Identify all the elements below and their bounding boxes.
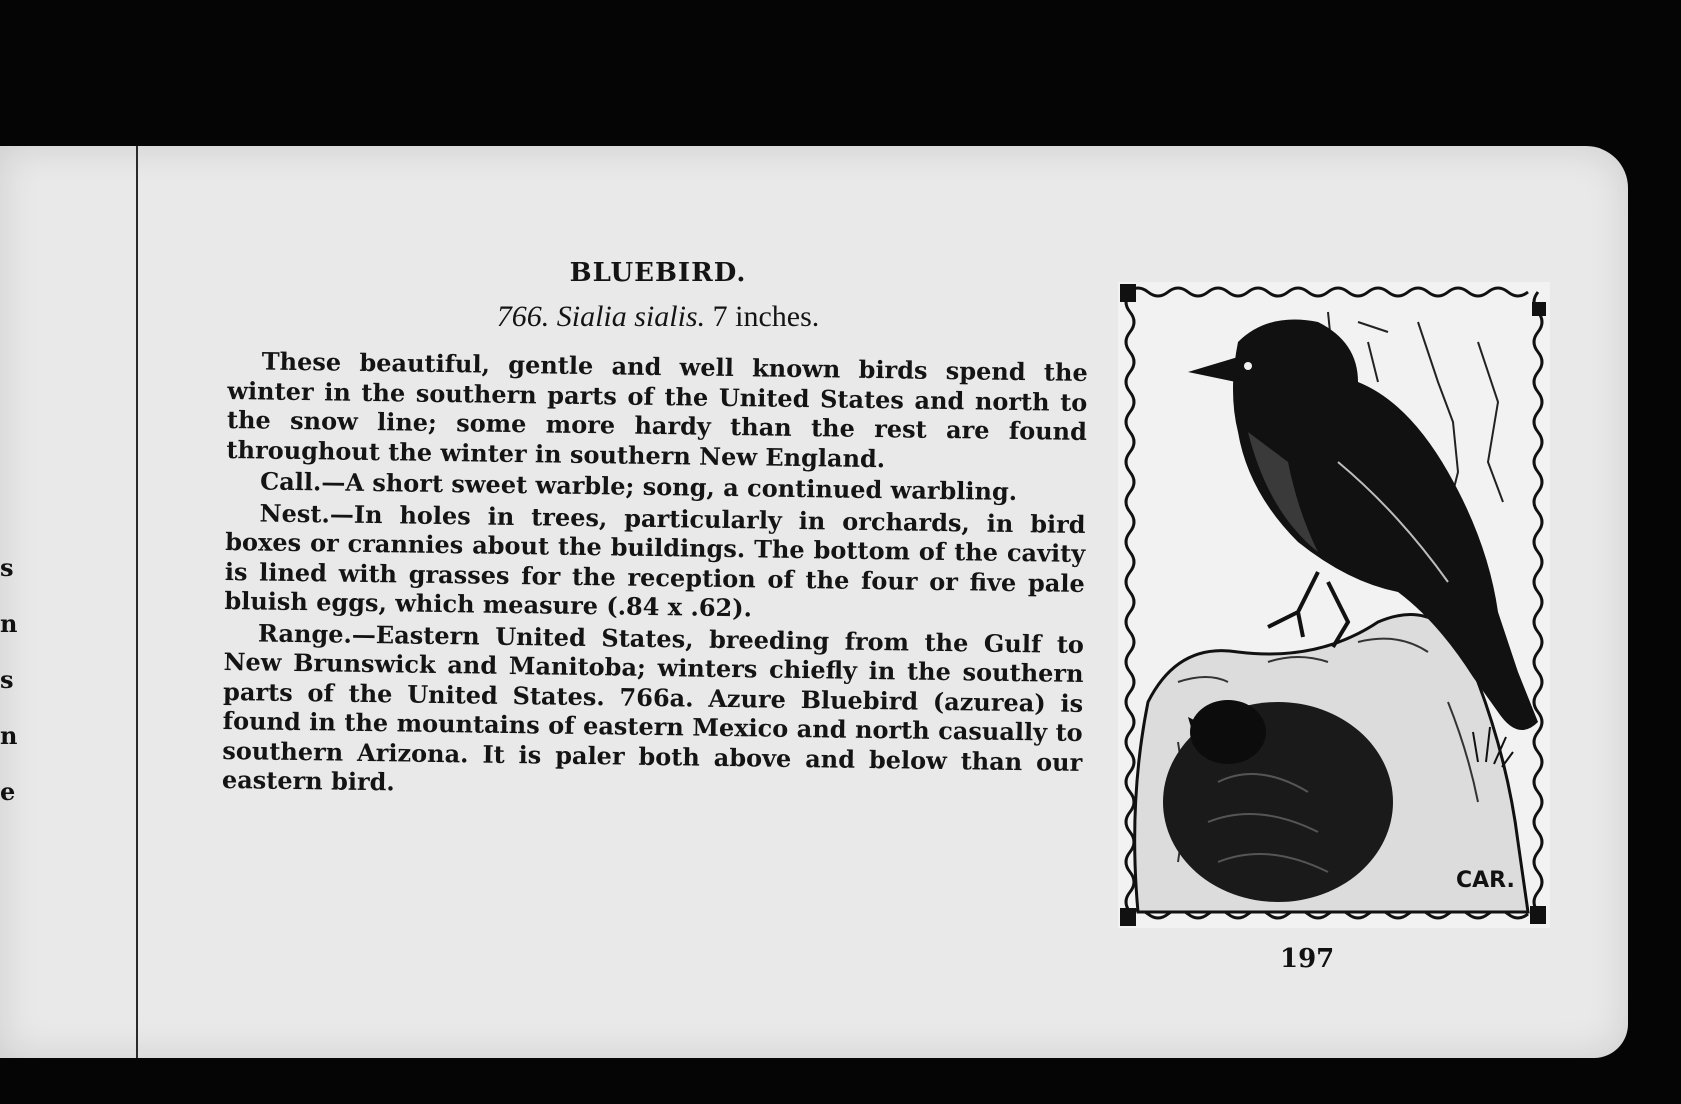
range-label: Range. [257, 617, 353, 649]
entry-body [222, 346, 1088, 806]
call-label: Call. [259, 466, 322, 497]
species-entry [221, 258, 1088, 797]
left-fragment: e [0, 777, 16, 806]
page-gutter [136, 146, 138, 1058]
range-paragraph [222, 617, 1084, 806]
nestling-head [1190, 700, 1266, 764]
bluebird-eye [1244, 362, 1252, 370]
bird-size: 7 inches. [712, 300, 820, 333]
frame-corner [1532, 302, 1546, 316]
left-fragment: s [0, 665, 14, 694]
bluebird-illustration [1118, 282, 1550, 928]
frame-corner [1530, 906, 1546, 924]
left-fragment: s [0, 553, 14, 582]
artist-signature: CAR. [1456, 868, 1515, 893]
left-fragment: n [0, 721, 18, 750]
entry-subtitle [228, 300, 1088, 334]
range-text: —Eastern United States, breeding from the Gulf to New Brunswick and Manitoba; winters chiefly in the southern parts of the United States. 766a. Azure Bluebird (azurea) is found in the mountains of eastern Mexico and north casually to southern Arizona. It is paler both above and below than our eastern bird. [221, 619, 1085, 797]
nest-text: —In holes in trees, particularly in orchards, in bird boxes or crannies about the buildings. The bottom of the cavity is lined with grasses for the reception of the four or five pale bluish eggs, which measure (.84 x .62). [224, 498, 1086, 623]
scientific-name: Sialia sialis. [556, 300, 706, 333]
left-page-fragments [0, 540, 24, 820]
left-fragment: n [0, 609, 18, 638]
nest-paragraph [224, 497, 1086, 627]
page-number: 197 [1280, 944, 1335, 974]
nest-label: Nest. [259, 497, 331, 528]
frame-corner [1120, 284, 1136, 302]
call-text: —A short sweet warble; song, a continued warbling. [321, 467, 1018, 507]
frame-corner [1120, 908, 1136, 926]
species-number: 766. [496, 300, 550, 333]
description-paragraph: These beautiful, gentle and well known birds spend the winter in the southern parts of the United States and north to the snow line; some more hardy than the rest are found throughout the winter in southern New England. [226, 346, 1088, 473]
entry-title: BLUEBIRD. [569, 258, 747, 288]
